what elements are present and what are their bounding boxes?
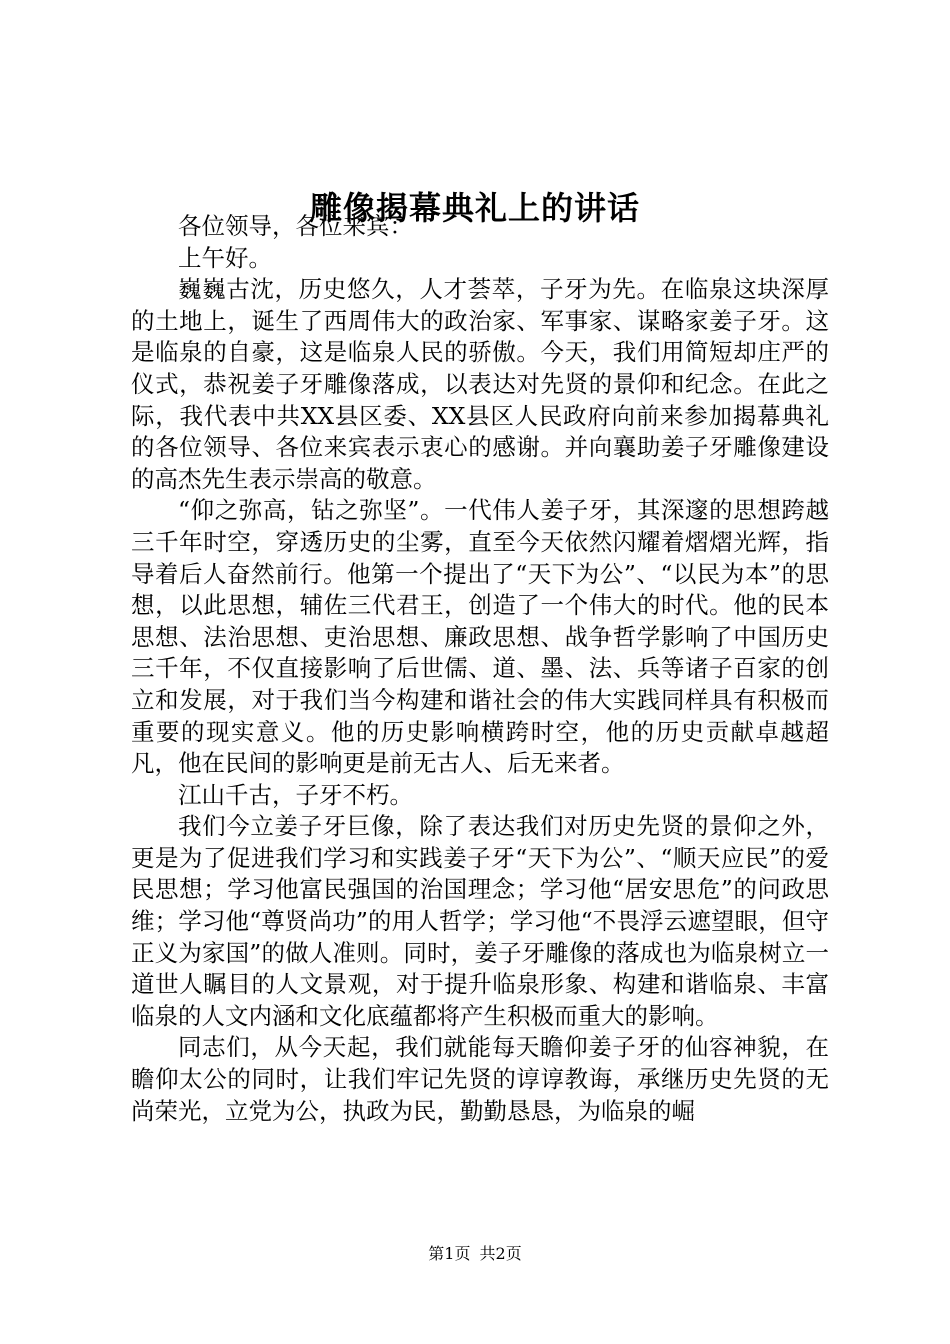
- page-number: 第1页: [428, 1244, 471, 1263]
- document-body: [131, 211, 829, 1127]
- body-paragraph: 江山千古，子牙不朽。: [178, 780, 413, 809]
- greeting: 上午好。: [178, 243, 272, 272]
- salutation: 各位领导，各位来宾：: [178, 212, 413, 240]
- body-paragraph: 我们今立姜子牙巨像，除了表达我们对历史先贤的景仰之外，更是为了促进我们学习和实践姜子牙“天下为公”、“顺天应民”的爱民思想；学习他富民强国的治国理念；学习他“居安思危”的问政思维；学习他“尊贤尚功”的用人哲学；学习他“不畏浮云遮望眼，但守正义为家国”的做人准则。同时，姜子牙雕像的落成也为临泉树立一道世人瞩目的人文景观，对于提升临泉形象、构建和谐临泉、丰富临泉的人文内涵和文化底蕴都将产生积极而重大的影响。: [131, 812, 829, 1030]
- body-paragraph: 同志们，从今天起，我们就能每天瞻仰姜子牙的仙容神貌，在瞻仰太公的同时，让我们牢记先贤的谆谆教诲，承继历史先贤的无尚荣光，立党为公，执政为民，勤勤恳恳，为临泉的崛: [131, 1033, 829, 1125]
- body-paragraph: “仰之弥高，钻之弥坚”。一代伟人姜子牙，其深邃的思想跨越三千年时空，穿透历史的尘雾，直至今天依然闪耀着熠熠光辉，指导着后人奋然前行。他第一个提出了“天下为公”、“以民为本”的思想，以此思想，辅佐三代君王，创造了一个伟大的时代。他的民本思想、法治思想、吏治思想、廉政思想、战争哲学影响了中国历史三千年，不仅直接影响了后世儒、道、墨、法、兵等诸子百家的创立和发展，对于我们当今构建和谐社会的伟大实践同样具有积极而重要的现实意义。他的历史影响横跨时空，他的历史贡献卓越超凡，他在民间的影响更是前无古人、后无来者。: [131, 496, 829, 778]
- page-footer: [0, 1243, 950, 1265]
- document-title: 雕像揭幕典礼上的讲话: [309, 189, 640, 227]
- page-total: 共2页: [479, 1244, 522, 1263]
- body-paragraph: 巍巍古沈，历史悠久，人才荟萃，子牙为先。在临泉这块深厚的土地上，诞生了西周伟大的政治家、军事家、谋略家姜子牙。这是临泉的自豪，这是临泉人民的骄傲。今天，我们用简短却庄严的仪式，恭祝姜子牙雕像落成，以表达对先贤的景仰和纪念。在此之际，我代表中共XX县区委、XX县区人民政府向前来参加揭幕典礼的各位领导、各位来宾表示衷心的感谢。并向襄助姜子牙雕像建设的高杰先生表示崇高的敬意。: [131, 275, 829, 493]
